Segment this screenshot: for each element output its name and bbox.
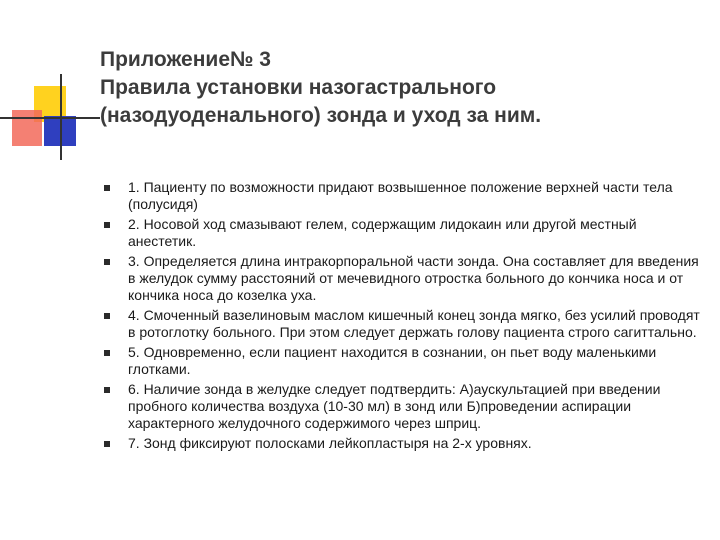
list-item [104, 381, 700, 432]
square-bullet-icon [104, 441, 110, 447]
title-line-rules: Правила установки назогастрального [100, 76, 497, 99]
list-item-text: 3. Определяется длина интракорпоральной части зонда. Она составляет для введения в желудок сумму расстояний от мечевидного отростка больного до кончика носа и от кончика носа до козелка уха. [128, 253, 699, 303]
list-item [104, 435, 700, 452]
red-square-decoration [12, 110, 42, 146]
list-item-text: 2. Носовой ход смазывают гелем, содержащим лидокаин или другой местный анестетик. [128, 216, 637, 249]
square-bullet-icon [104, 185, 110, 191]
square-bullet-icon [104, 350, 110, 356]
title-line-appendix: Приложение№ 3 [100, 48, 271, 71]
square-bullet-icon [104, 313, 110, 319]
horizontal-line-decoration [0, 117, 100, 119]
list-item [104, 216, 700, 250]
list-item-text: 4. Смоченный вазелиновым маслом кишечный конец зонда мягко, без усилий проводят в ротоглотку больного. При этом следует держать голову пациента строго сагиттально. [128, 307, 700, 340]
decorative-squares [0, 0, 110, 170]
list-item-text: 6. Наличие зонда в желудке следует подтвердить: А)аускультацией при введении пробного количества воздуха (10-30 мл) в зонд или Б)проведении аспирации характерного желудочного содержимого через шприц. [128, 381, 661, 431]
square-bullet-icon [104, 387, 110, 393]
list-item [104, 344, 700, 378]
square-bullet-icon [104, 259, 110, 265]
list-item-text: 1. Пациенту по возможности придают возвышенное положение верхней части тела (полусидя) [128, 179, 673, 212]
list-item [104, 253, 700, 304]
square-bullet-icon [104, 222, 110, 228]
list-item [104, 307, 700, 341]
slide-title [100, 46, 700, 130]
list-item-text: 7. Зонд фиксируют полосками лейкопластыря на 2-х уровнях. [128, 435, 532, 451]
title-line-subject: (назодуоденального) зонда и уход за ним. [100, 104, 542, 127]
rules-list [104, 179, 700, 455]
list-item [104, 179, 700, 213]
list-item-text: 5. Одновременно, если пациент находится в сознании, он пьет воду маленькими глотками. [128, 344, 657, 377]
